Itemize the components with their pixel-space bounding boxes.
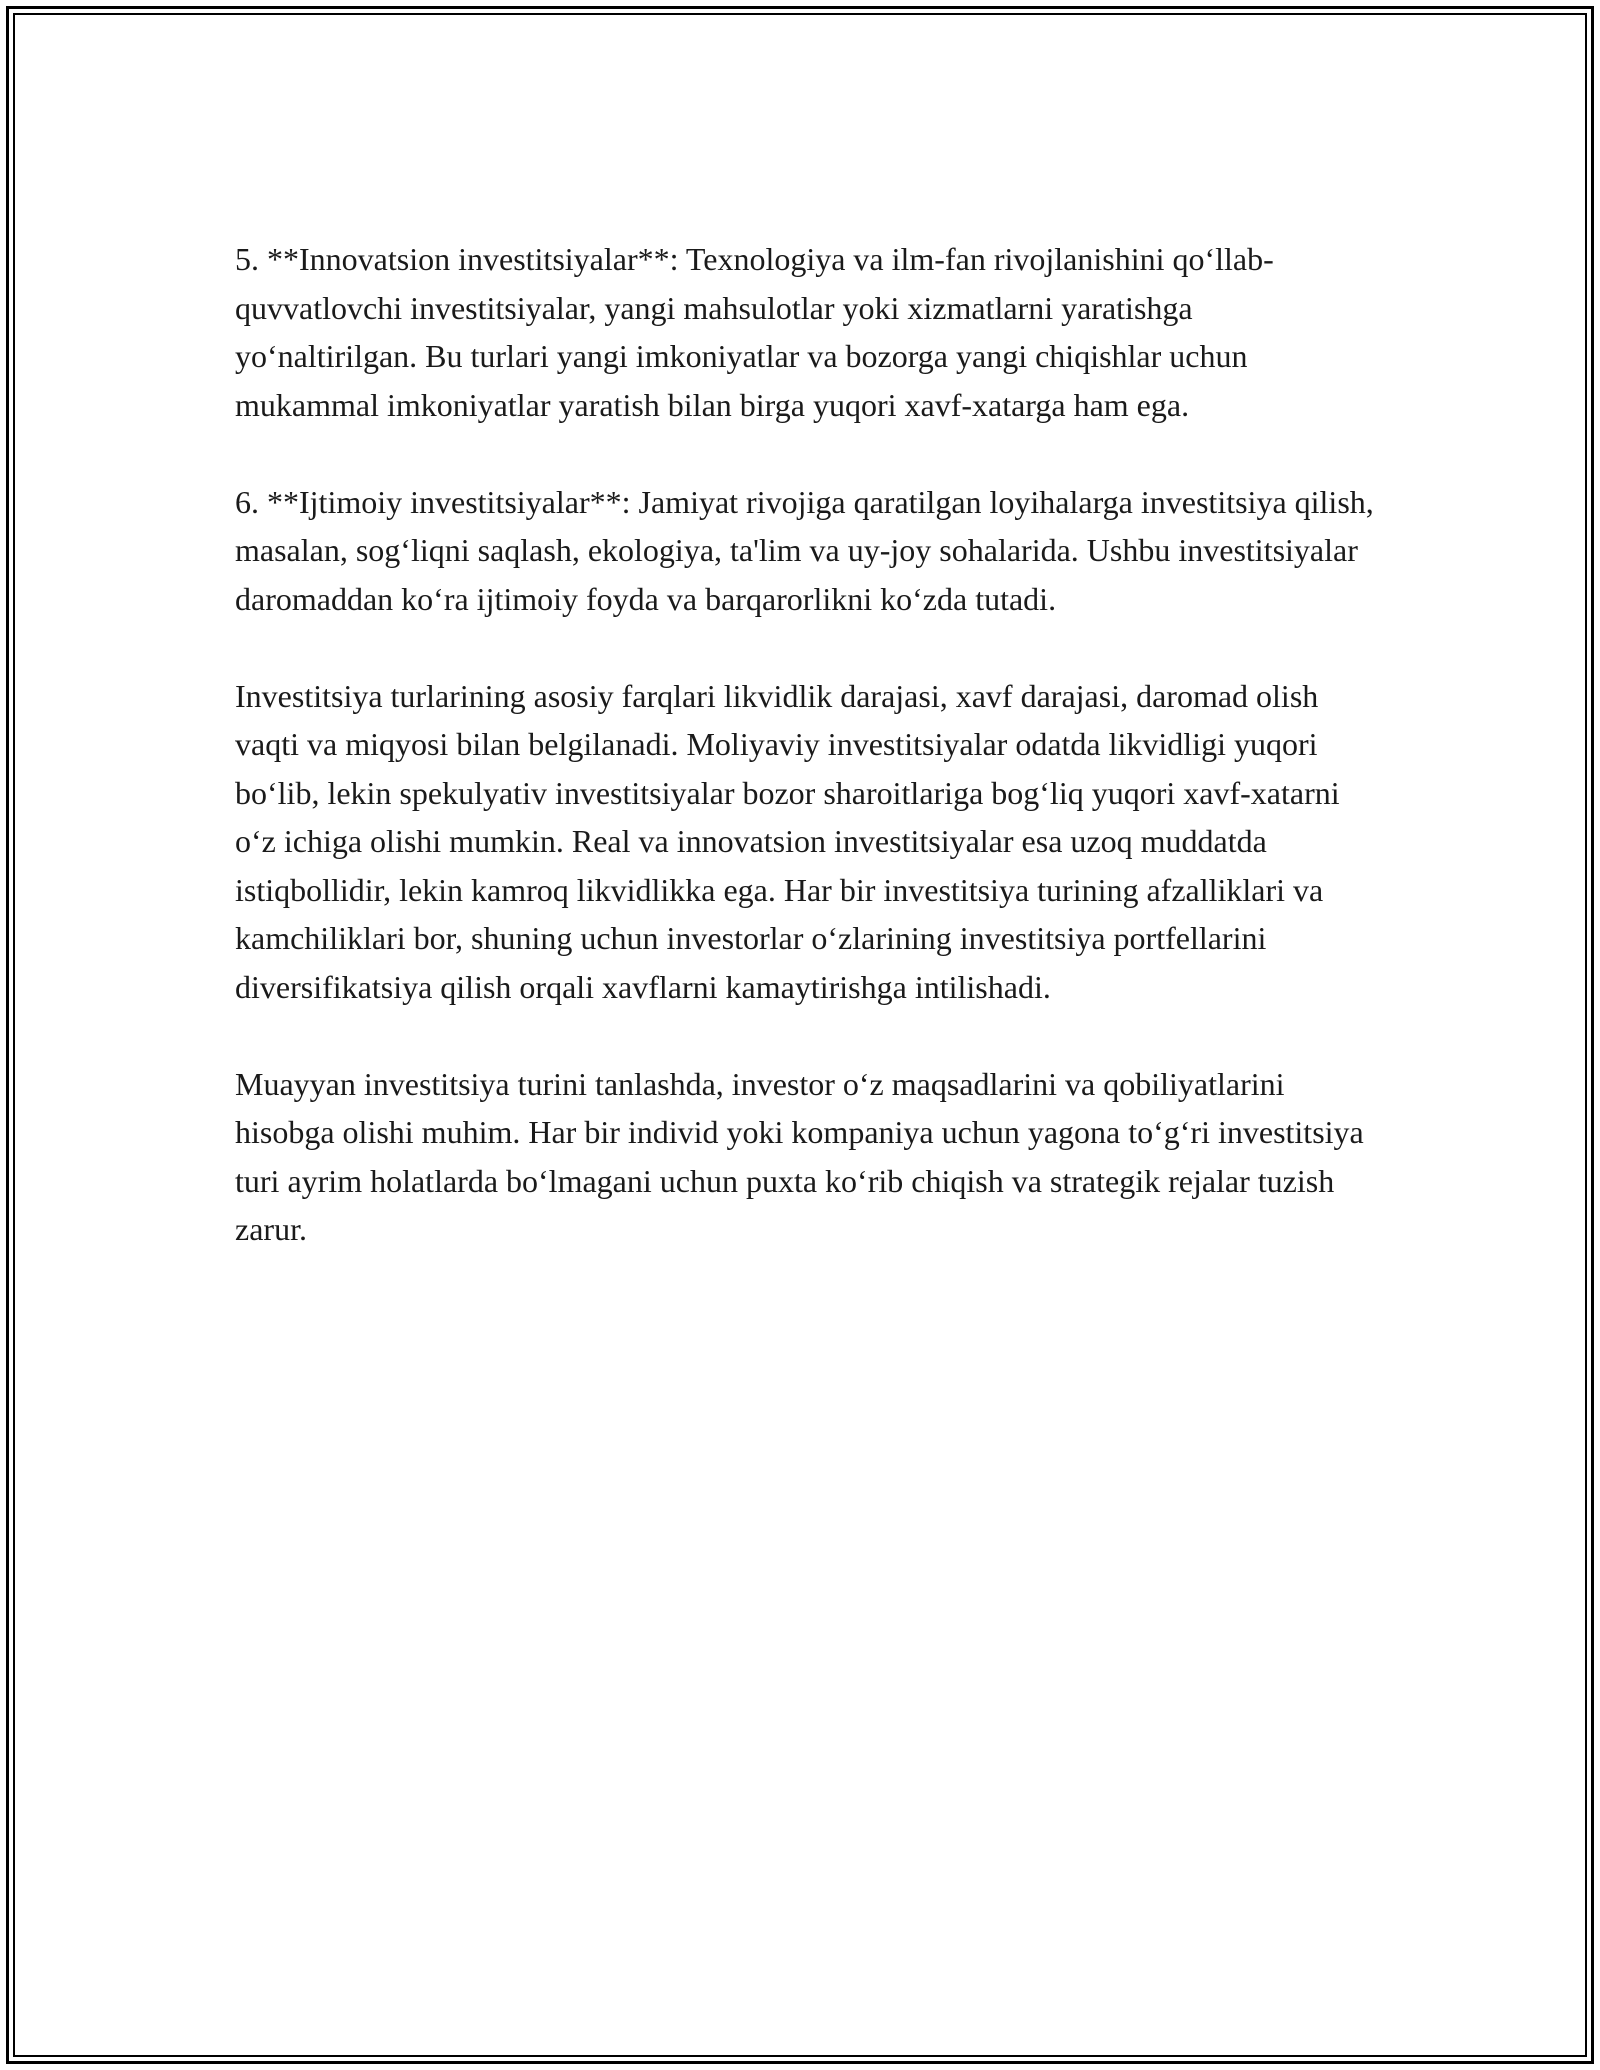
paragraph-investment-differences: Investitsiya turlarining asosiy farqlari likvidlik darajasi, xavf darajasi, daromad olish vaqti va miqyosi bilan belgilanadi. Moliyaviy investitsiyalar odatda likvidligi yuqori bo‘lib, lekin spekulyativ investitsiyalar bozor sharoitlariga bog‘liq yuqori xavf-xatarni o‘z ichiga olishi mumkin. Real va innovatsion investitsiyalar esa uzoq muddatda istiqbollidir, lekin kamroq likvidlikka ega. Har bir investitsiya turining afzalliklari va kamchiliklari bor, shuning uchun investorlar o‘zlarining investitsiya portfellarini diversifikatsiya qilish orqali xavflarni kamaytirishga intilishadi.: [235, 677, 1340, 1005]
paragraph-choosing-investment: Muayyan investitsiya turini tanlashda, investor o‘z maqsadlarini va qobiliyatlarini hisobga olishi muhim. Har bir individ yoki kompaniya uchun yagona to‘g‘ri investitsiya turi ayrim holatlarda bo‘lmagani uchun puxta ko‘rib chiqish va strategik rejalar tuzish zarur.: [235, 1065, 1364, 1247]
paragraph-innovative-investments: 5. **Innovatsion investitsiyalar**: Texnologiya va ilm-fan rivojlanishini qo‘llab-quvvatlovchi investitsiyalar, yangi mahsulotlar yoki xizmatlarni yaratishga yo‘naltirilgan. Bu turlari yangi imkoniyatlar va bozorga yangi chiqishlar uchun mukammal imkoniyatlar yaratish bilan birga yuqori xavf-xatarga ham ega.: [235, 241, 1274, 423]
document-body: [235, 235, 1375, 1302]
paragraph-social-investments: 6. **Ijtimoiy investitsiyalar**: Jamiyat rivojiga qaratilgan loyihalarga investitsiya qilish, masalan, sog‘liqni saqlash, ekologiya, ta'lim va uy-joy sohalarida. Ushbu investitsiyalar daromaddan ko‘ra ijtimoiy foyda va barqarorlikni ko‘zda tutadi.: [235, 483, 1374, 617]
